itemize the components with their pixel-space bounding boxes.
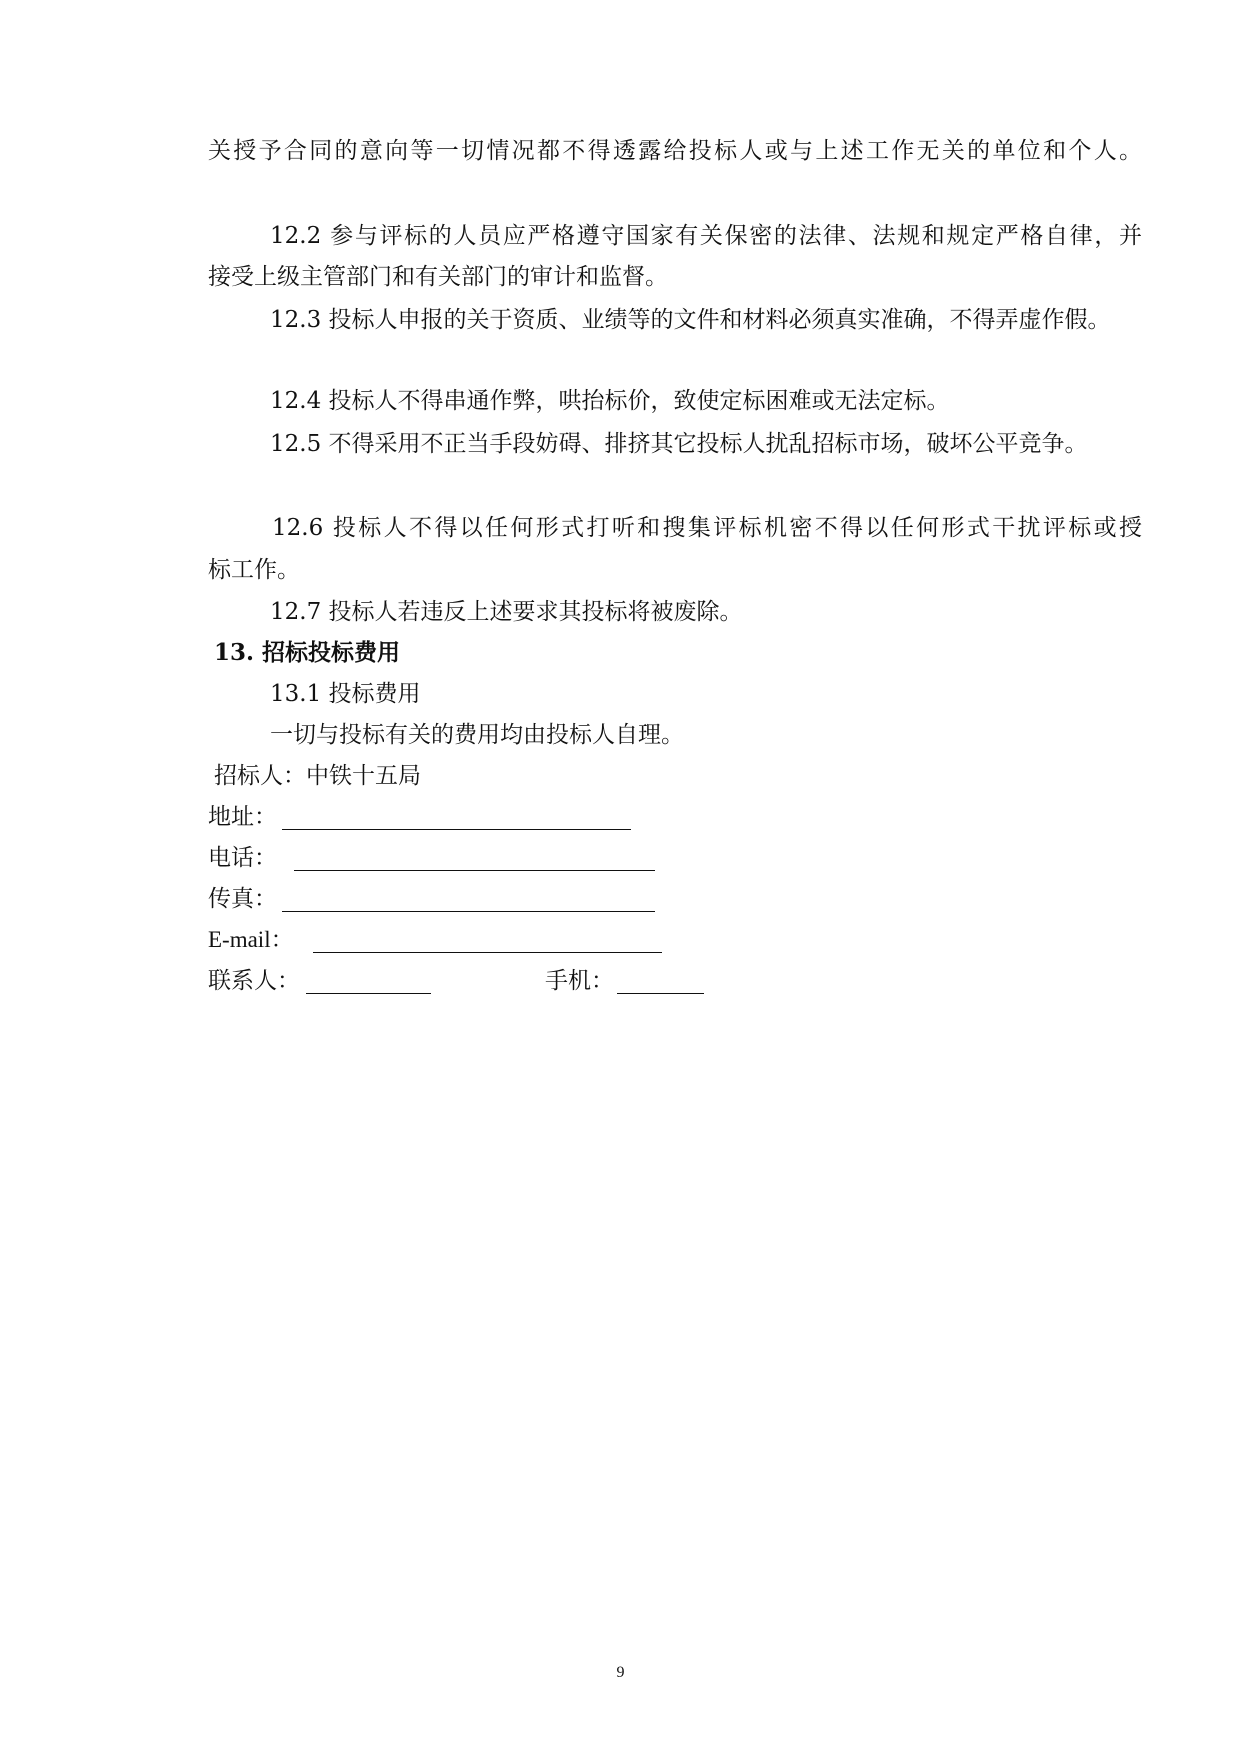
- paragraph-13-1-text: 一切与投标有关的费用均由投标人自理。: [270, 722, 684, 748]
- section-heading-13: 13. 招标投标费用: [214, 639, 401, 666]
- paragraph-12-2-line2: 接受上级主管部门和有关部门的审计和监督。: [208, 264, 668, 290]
- mobile-label: 手机：: [545, 968, 614, 994]
- paragraph-12-6-line1: 12.6 投标人不得以任何形式打听和搜集评标机密不得以任何形式干扰评标或授: [272, 515, 1142, 541]
- paragraph-12-4: 12.4 投标人不得串通作弊，哄抬标价，致使定标困难或无法定标。: [270, 388, 950, 414]
- email-label: E-mail：: [208, 927, 294, 952]
- paragraph-line: 关授予合同的意向等一切情况都不得透露给投标人或与上述工作无关的单位和个人。: [208, 138, 1142, 164]
- page-number: 9: [616, 1664, 625, 1681]
- fax-blank-line: [282, 911, 655, 912]
- paragraph-12-6-line2: 标工作。: [208, 557, 300, 583]
- phone-label: 电话：: [208, 845, 277, 871]
- fax-label: 传真：: [208, 886, 277, 912]
- contact-person-label: 联系人：: [208, 968, 300, 994]
- tenderer-line: 招标人：中铁十五局: [214, 763, 421, 789]
- paragraph-13-1: 13.1 投标费用: [270, 681, 421, 707]
- address-label: 地址：: [208, 804, 277, 830]
- mobile-blank-line: [617, 993, 704, 994]
- paragraph-12-3: 12.3 投标人申报的关于资质、业绩等的文件和材料必须真实准确，不得弄虚作假。: [270, 307, 1111, 333]
- paragraph-12-5: 12.5 不得采用不正当手段妨碍、排挤其它投标人扰乱招标市场，破坏公平竞争。: [270, 431, 1088, 457]
- paragraph-12-2-line1: 12.2 参与评标的人员应严格遵守国家有关保密的法律、法规和规定严格自律，并: [270, 223, 1142, 249]
- address-blank-line: [282, 829, 631, 830]
- phone-blank-line: [294, 870, 655, 871]
- contact-person-blank-line: [306, 993, 431, 994]
- email-blank-line: [313, 952, 662, 953]
- paragraph-12-7: 12.7 投标人若违反上述要求其投标将被废除。: [270, 599, 743, 625]
